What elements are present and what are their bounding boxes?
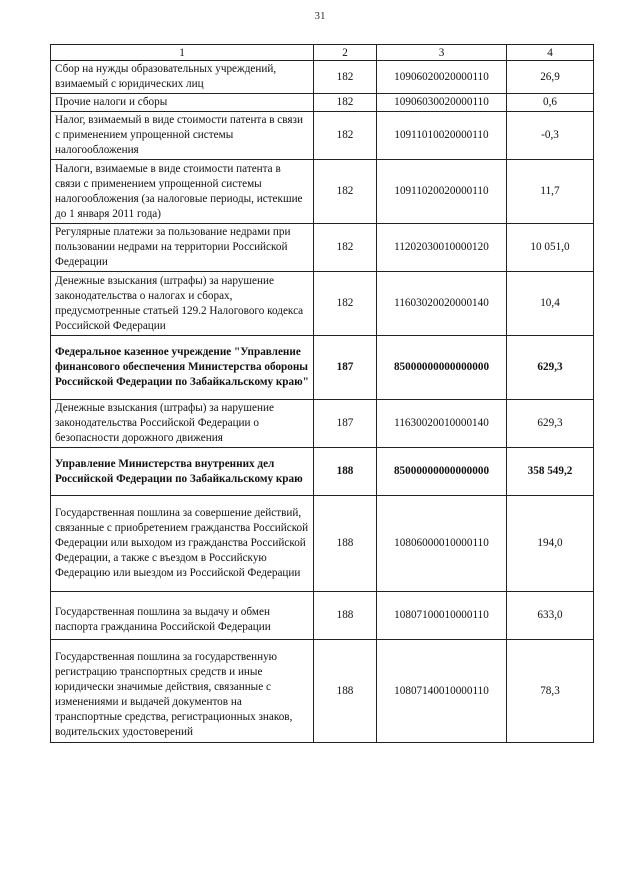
table-row — [51, 448, 594, 496]
cell-sum: -0,3 — [507, 112, 594, 160]
cell-budget-code: 10806000010000110 — [377, 496, 507, 592]
cell-sum: 78,3 — [507, 640, 594, 743]
table-row — [51, 160, 594, 224]
cell-budget-code: 10906020020000110 — [377, 61, 507, 94]
cell-name: Государственная пошлина за выдачу и обмен паспорта гражданина Российской Федерации — [51, 592, 314, 640]
cell-budget-code: 10911020020000110 — [377, 160, 507, 224]
table-row — [51, 94, 594, 112]
cell-name: Управление Министерства внутренних дел Российской Федерации по Забайкальскому краю — [51, 448, 314, 496]
cell-name: Государственная пошлина за совершение действий, связанные с приобретением гражданства Российской Федерации или выходом из гражданства Российской Федерации, а также с въездом в Российскую Федерацию или выездом из Российской Федерации — [51, 496, 314, 592]
column-number-4: 4 — [507, 45, 594, 61]
table-row — [51, 640, 594, 743]
column-number-row — [51, 45, 594, 61]
cell-admin-code: 182 — [314, 224, 377, 272]
table-row — [51, 336, 594, 400]
cell-budget-code: 11202030010000120 — [377, 224, 507, 272]
cell-admin-code: 182 — [314, 160, 377, 224]
cell-admin-code: 182 — [314, 112, 377, 160]
cell-name: Государственная пошлина за государственную регистрацию транспортных средств и иные юридически значимые действия, связанные с изменениями и выдачей документов на транспортные средства, регистрационных знаков, водительских удостоверений — [51, 640, 314, 743]
cell-sum: 194,0 — [507, 496, 594, 592]
cell-budget-code: 10906030020000110 — [377, 94, 507, 112]
cell-admin-code: 182 — [314, 61, 377, 94]
budget-revenue-table — [50, 44, 594, 743]
cell-sum: 629,3 — [507, 336, 594, 400]
cell-admin-code: 188 — [314, 496, 377, 592]
table-row — [51, 224, 594, 272]
table-row — [51, 61, 594, 94]
cell-sum: 26,9 — [507, 61, 594, 94]
cell-name: Федеральное казенное учреждение "Управление финансового обеспечения Министерства обороны Российской Федерации по Забайкальскому краю" — [51, 336, 314, 400]
cell-name: Прочие налоги и сборы — [51, 94, 314, 112]
cell-sum: 0,6 — [507, 94, 594, 112]
cell-sum: 629,3 — [507, 400, 594, 448]
cell-admin-code: 182 — [314, 272, 377, 336]
cell-admin-code: 187 — [314, 336, 377, 400]
cell-name: Денежные взыскания (штрафы) за нарушение законодательства Российской Федерации о безопасности дорожного движения — [51, 400, 314, 448]
cell-budget-code: 10807100010000110 — [377, 592, 507, 640]
cell-sum: 11,7 — [507, 160, 594, 224]
table-row — [51, 592, 594, 640]
cell-admin-code: 187 — [314, 400, 377, 448]
cell-budget-code: 11603020020000140 — [377, 272, 507, 336]
cell-budget-code: 11630020010000140 — [377, 400, 507, 448]
cell-budget-code: 85000000000000000 — [377, 448, 507, 496]
cell-admin-code: 188 — [314, 592, 377, 640]
table-row — [51, 272, 594, 336]
table-row — [51, 496, 594, 592]
cell-sum: 10,4 — [507, 272, 594, 336]
cell-sum: 358 549,2 — [507, 448, 594, 496]
page-number: 31 — [314, 10, 326, 22]
table-row — [51, 112, 594, 160]
column-number-1: 1 — [51, 45, 314, 61]
column-number-3: 3 — [377, 45, 507, 61]
cell-budget-code: 10911010020000110 — [377, 112, 507, 160]
cell-name: Регулярные платежи за пользование недрами при пользовании недрами на территории Российской Федерации — [51, 224, 314, 272]
cell-budget-code: 10807140010000110 — [377, 640, 507, 743]
cell-sum: 633,0 — [507, 592, 594, 640]
cell-budget-code: 85000000000000000 — [377, 336, 507, 400]
cell-name: Денежные взыскания (штрафы) за нарушение законодательства о налогах и сборах, предусмотренные статьей 129.2 Налогового кодекса Российской Федерации — [51, 272, 314, 336]
cell-name: Налог, взимаемый в виде стоимости патента в связи с применением упрощенной системы налогообложения — [51, 112, 314, 160]
table-body — [51, 61, 594, 743]
cell-admin-code: 188 — [314, 640, 377, 743]
cell-admin-code: 182 — [314, 94, 377, 112]
table-row — [51, 400, 594, 448]
cell-name: Налоги, взимаемые в виде стоимости патента в связи с применением упрощенной системы налогообложения (за налоговые периоды, истекшие до 1 января 2011 года) — [51, 160, 314, 224]
cell-admin-code: 188 — [314, 448, 377, 496]
cell-sum: 10 051,0 — [507, 224, 594, 272]
column-number-2: 2 — [314, 45, 377, 61]
cell-name: Сбор на нужды образовательных учреждений, взимаемый с юридических лиц — [51, 61, 314, 94]
